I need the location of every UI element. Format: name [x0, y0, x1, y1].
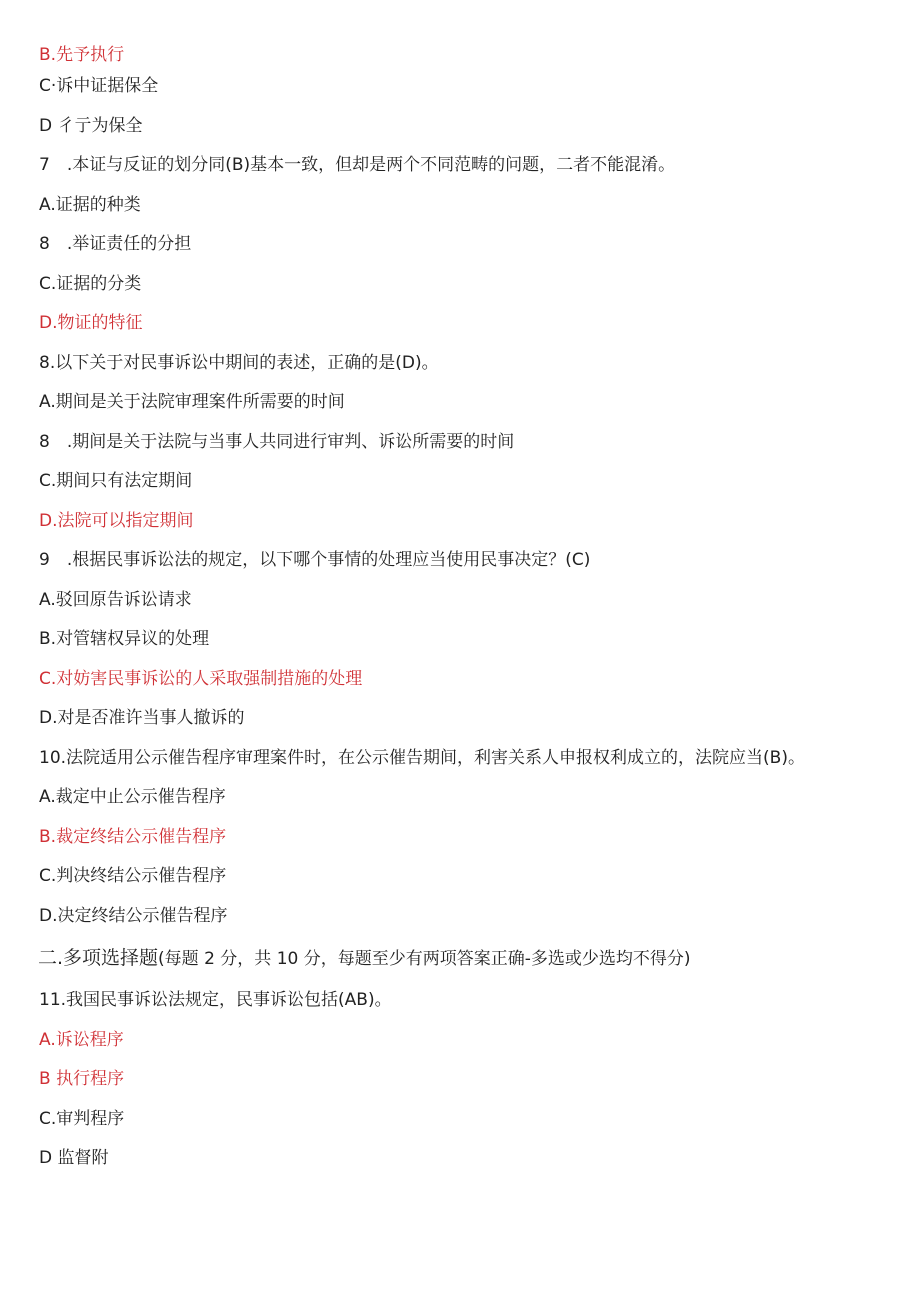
question-7: 7 .本证与反证的划分同(B)基本一致，但却是两个不同范畴的问题，二者不能混淆。 [39, 155, 676, 175]
q8-option-d: D.法院可以指定期间 [39, 511, 194, 531]
q7-option-d: D.物证的特征 [39, 313, 143, 333]
q9-option-a: A.驳回原告诉讼请求 [39, 590, 192, 610]
question-11: 11.我国民事诉讼法规定，民事诉讼包括(AB)。 [39, 990, 392, 1010]
q11-option-c: C.审判程序 [39, 1109, 125, 1129]
q8-option-a: A.期间是关于法院审理案件所需要的时间 [39, 392, 345, 412]
q10-option-d: D.决定终结公示催告程序 [39, 906, 228, 926]
option-b-advance-execution: B.先予执行 [39, 45, 125, 65]
question-8: 8.以下关于对民事诉讼中期间的表述，正确的是(D)。 [39, 353, 439, 373]
q10-option-b: B.裁定终结公示催告程序 [39, 827, 227, 847]
question-9: 9 .根据民事诉讼法的规定，以下哪个事情的处理应当使用民事决定？(C) [39, 550, 591, 570]
q11-option-a: A.诉讼程序 [39, 1030, 124, 1050]
q7-option-c: C.证据的分类 [39, 274, 142, 294]
q10-option-a: A.裁定中止公示催告程序 [39, 787, 226, 807]
q8-option-b: 8 .期间是关于法院与当事人共同进行审判、诉讼所需要的时间 [39, 432, 515, 452]
q10-option-c: C.判决终结公示催告程序 [39, 866, 227, 886]
q9-option-c: C.对妨害民事诉讼的人采取强制措施的处理 [39, 669, 363, 689]
q9-option-d: D.对是否准许当事人撤诉的 [39, 708, 245, 728]
section-heading-multiple-choice [38, 947, 691, 970]
q11-option-b: B 执行程序 [39, 1069, 125, 1089]
section-scoring-note: (每题 2 分，共 10 分，每题至少有两项答案正确-多选或少选均不得分) [158, 949, 691, 969]
q7-option-b: 8 .举证责任的分担 [39, 234, 192, 254]
question-10: 10.法院适用公示催告程序审理案件时，在公示催告期间，利害关系人申报权利成立的，法院应当(B)。 [39, 748, 805, 768]
q11-option-d: D 监督附 [39, 1148, 109, 1168]
q7-option-a: A.证据的种类 [39, 195, 141, 215]
section-title: 二.多项选择题 [38, 947, 159, 969]
option-d-conduct-preservation: D 彳亍为保全 [39, 116, 143, 136]
q9-option-b: B.对管辖权异议的处理 [39, 629, 210, 649]
q8-option-c: C.期间只有法定期间 [39, 471, 193, 491]
option-c-evidence-preservation: C·诉中证据保全 [39, 76, 159, 96]
